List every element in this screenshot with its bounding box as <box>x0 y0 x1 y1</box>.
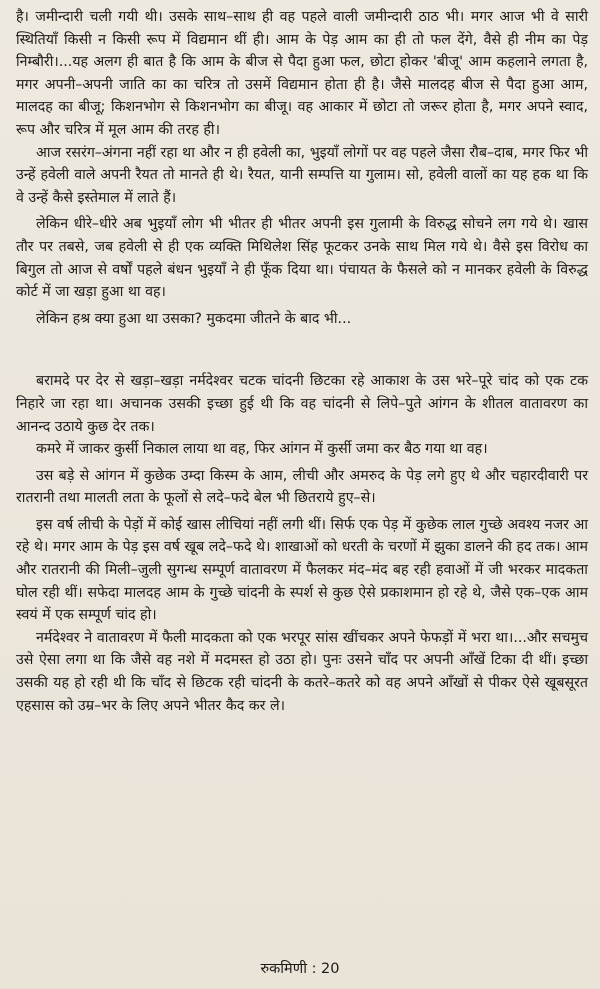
paragraph-4: लेकिन हश्र क्या हुआ था उसका? मुकदमा जीतने के बाद भी... <box>36 310 352 327</box>
page-footer: रुकमिणी : 20 <box>260 961 340 978</box>
paragraph-5: बरामदे पर देर से खड़ा–खड़ा नर्मदेश्वर चटक चांदनी छिटका रहे आकाश के उस भरे–पूरे चांद को एक टक निहारे जा रहा था। अचानक उसकी इच्छा हुई थी कि वह चांदनी से लिपे–पुते आंगन के शीतल वातावरण का आनन्द उठाये कुछ देर तक। <box>16 373 588 435</box>
paragraph-3: लेकिन धीरे–धीरे अब भुइयाँ लोग भी भीतर ही भीतर अपनी इस गुलामी के विरुद्ध सोचने लग गये थे। खास तौर पर तबसे, जब हवेली से ही एक व्यक्ति मिथिलेश सिंह फूटकर उनके साथ मिल गये थे। वैसे इस विरोध का बिगुल तो आज से वर्षों पहले बंधन भुइयाँ ने ही फूँक दिया था। पंचायत के फैसले को न मानकर हवेली के विरुद्ध कोर्ट में जा खड़ा हुआ था वह। <box>16 216 588 301</box>
paragraph-2: आज रसरंग–अंगना नहीं रहा था और न ही हवेली का, भुइयाँ लोगों पर वह पहले जैसा रौब–दाब, मगर फिर भी उन्हें हवेली वाले अपनी रैयत तो मानते ही थे। रैयत, यानी सम्पत्ति या गुलाम। सो, हवेली वालों का यह हक था कि वे उन्हें कैसे इस्तेमाल में लाते हैं। <box>16 144 588 206</box>
paragraph-9: नर्मदेश्वर ने वातावरण में फैली मादकता को एक भरपूर सांस खींचकर अपने फेफड़ों में भरा था।...और सचमुच उसे ऐसा लगा था कि जैसे वह नशे में मदमस्त हो उठा हो। पुनः उसने चाँद पर अपनी आँखें टिका दी थीं। इच्छा उसकी यह हो रही थी कि चाँद से छिटक रही चांदनी के कतरे–कतरे को वह अपने आँखों से पीकर ऐसे खूबसूरत एहसास को उम्र–भर के लिए अपने भीतर कैद कर ले। <box>16 629 588 714</box>
section-break <box>16 330 588 370</box>
paragraph-8: इस वर्ष लीची के पेड़ों में कोई खास लीचियां नहीं लगी थीं। सिर्फ एक पेड़ में कुछेक लाल गुच्छे अवश्य नजर आ रहे थे। मगर आम के पेड़ इस वर्ष खूब लदे–फदे थे। शाखाओं को धरती के चरणों में झुका डालने की हद तक। आम और रातरानी की मिली–जुली सुगन्ध सम्पूर्ण वातावरण में फैलकर मंद–मंद बह रही हवाओं में जी भरकर मादकता घोल रही थीं। सफेदा मालदह आम के गुच्छे चांदनी के स्पर्श से कुछ ऐसे प्रकाशमान हो रहे थे, जैसे एक–एक आम स्वयं में एक सम्पूर्ण चांद हो। <box>16 516 588 624</box>
paragraph-1: है। जमीन्दारी चली गयी थी। उसके साथ–साथ ही वह पहले वाली जमीन्दारी ठाठ भी। मगर आज भी वे सारी स्थितियाँ किसी न किसी रूप में विद्यमान थीं ही। आम के पेड़ आम का ही तो फल देंगे, वैसे ही नीम का पेड़ निम्बौरी।...यह अलग ही बात है कि आम के बीज से पैदा हुआ फल, छोटा होकर 'बीजू' आम कहलाने लगता है, मगर अपनी–अपनी जाति का का चरित्र तो उसमें विद्यमान होता ही है। जैसे मालदह बीज से पैदा हुआ आम, मालदह का बीजू; किशनभोग से किशनभोग का बीजू। वह आकार में छोटा तो जरूर होता है, मगर अपने स्वाद, रूप और चरित्र में मूल आम की तरह ही। <box>16 9 588 138</box>
paragraph-6: कमरे में जाकर कुर्सी निकाल लाया था वह, फिर आंगन में कुर्सी जमा कर बैठ गया था वह। <box>36 441 488 458</box>
paragraph-7: उस बड़े से आंगन में कुछेक उम्दा किस्म के आम, लीची और अमरुद के पेड़ लगे हुए थे और चहारदीवारी पर रातरानी तथा मालती लता के फूलों से लदे–फदे बेल भी छितराये हुए–से। <box>16 467 588 507</box>
